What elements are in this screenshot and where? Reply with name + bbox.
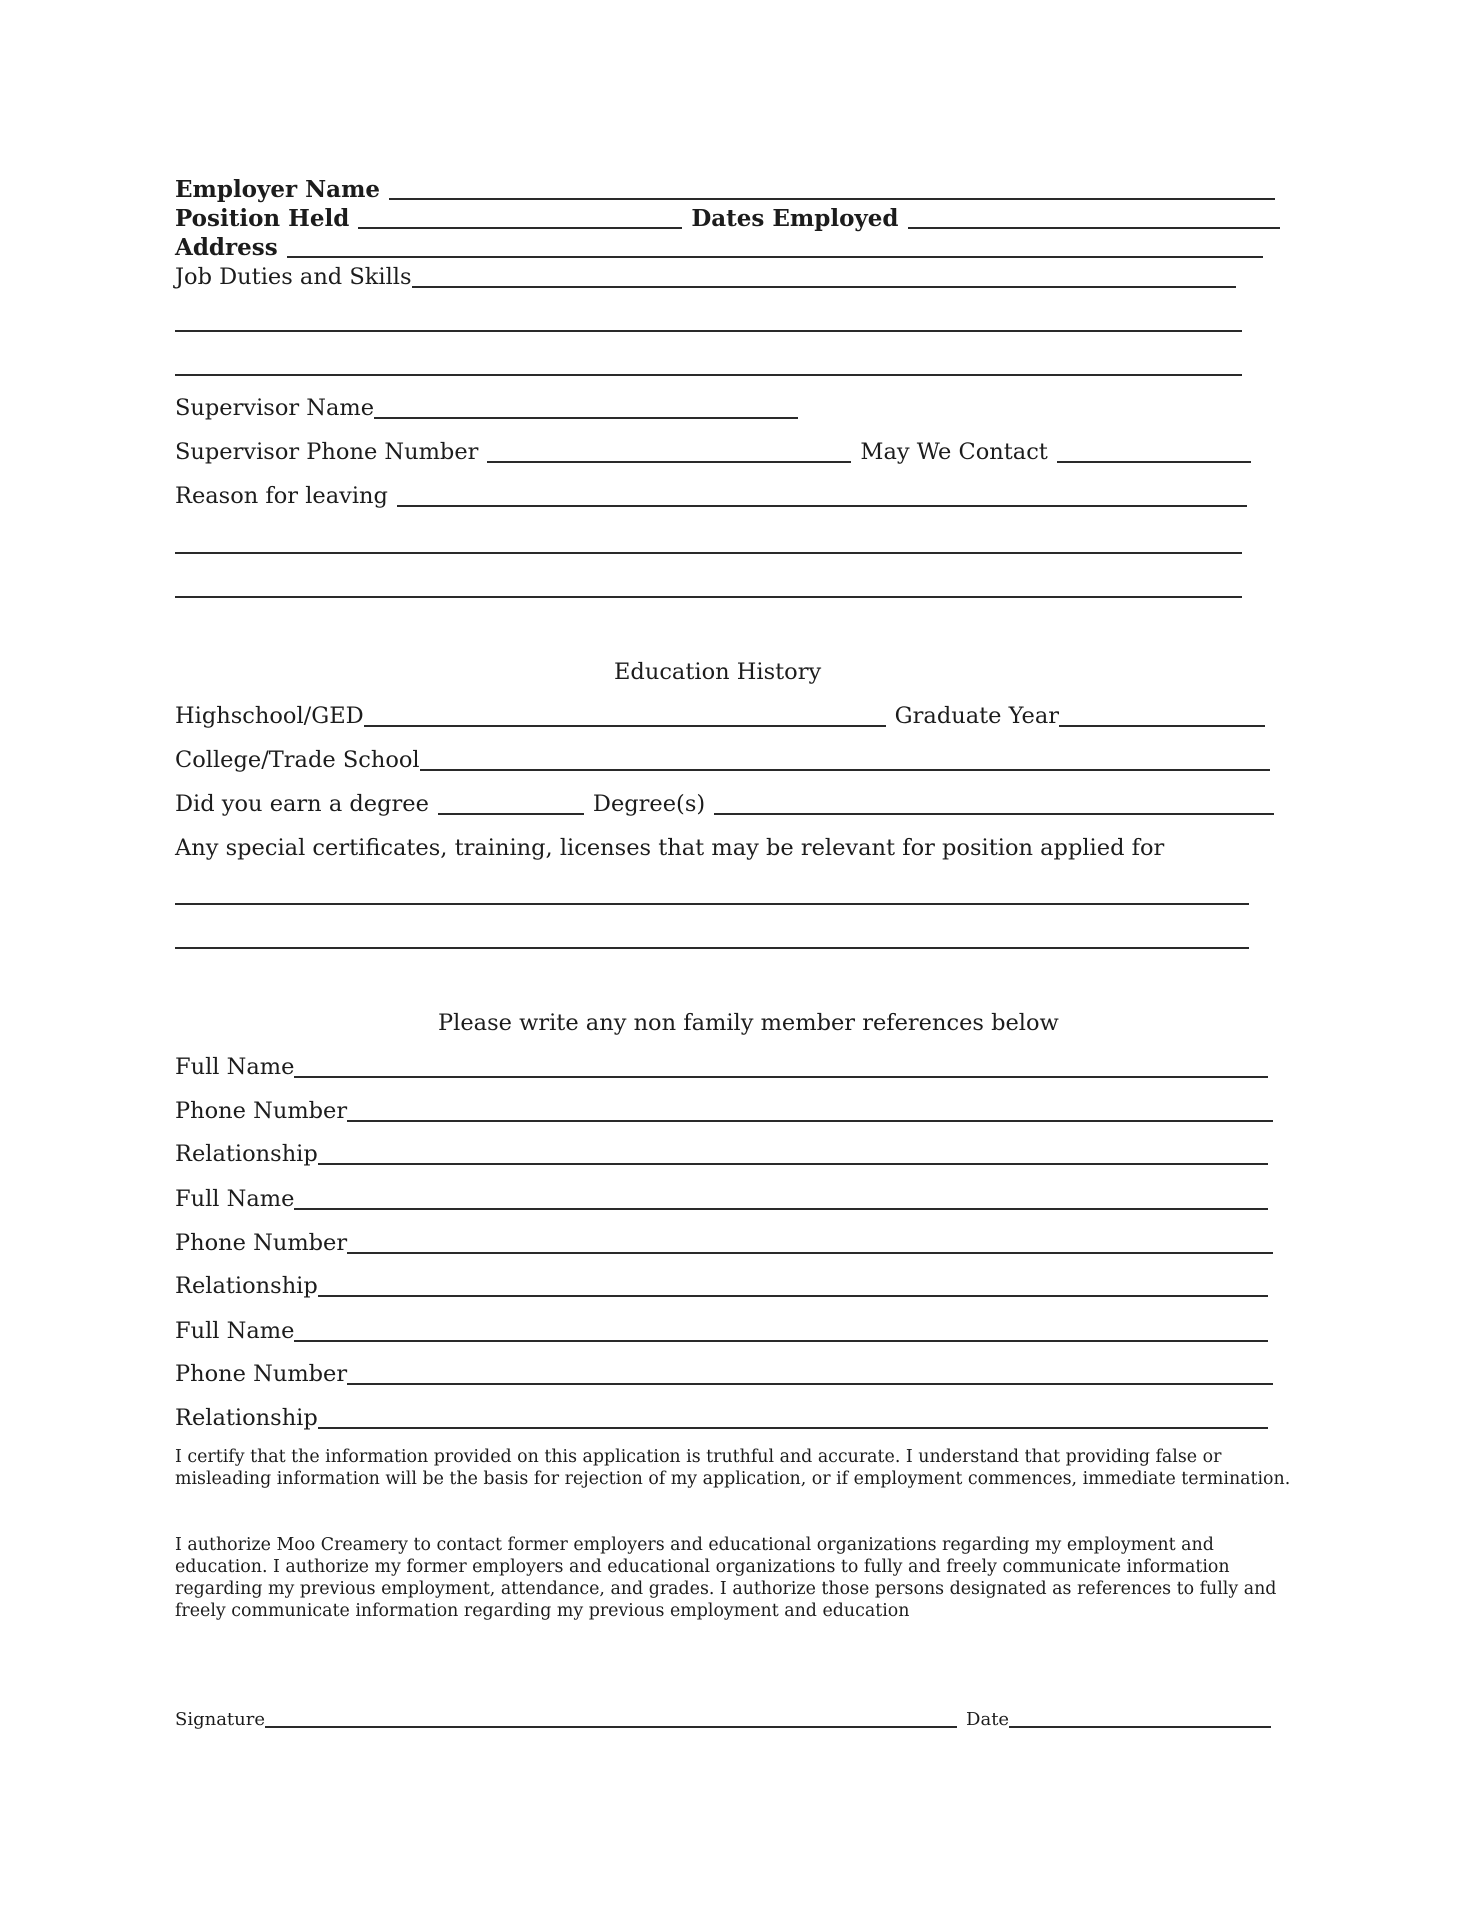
certificates-line-2[interactable] (175, 947, 1249, 949)
highschool-label: Highschool/GED (175, 703, 364, 729)
job-duties-line-2[interactable] (175, 330, 1242, 332)
reference-2-name-row (175, 1188, 1268, 1211)
reference-3-relationship-row (175, 1407, 1268, 1430)
signature-row (175, 1711, 1271, 1729)
employer-name-row (175, 178, 1275, 201)
dates-employed-label: Dates Employed (691, 205, 899, 232)
reference-3-name-field[interactable] (294, 1339, 1268, 1342)
reference-2-relationship-row (175, 1275, 1268, 1298)
reference-phone-label: Phone Number (175, 1098, 348, 1124)
reference-3-phone-row (175, 1363, 1273, 1386)
supervisor-name-field[interactable] (374, 416, 798, 419)
reference-2-phone-field[interactable] (347, 1251, 1273, 1254)
job-duties-label: Job Duties and Skills (175, 264, 412, 290)
signature-field[interactable] (265, 1725, 957, 1728)
reason-leaving-label: Reason for leaving (175, 483, 388, 509)
reference-relationship-label: Relationship (175, 1141, 318, 1167)
reason-leaving-line-3[interactable] (175, 596, 1242, 598)
date-field[interactable] (1009, 1725, 1271, 1728)
reason-leaving-line-2[interactable] (175, 552, 1242, 554)
reference-relationship-label: Relationship (175, 1405, 318, 1431)
supervisor-name-label: Supervisor Name (175, 395, 375, 421)
earn-degree-label: Did you earn a degree (175, 791, 429, 817)
job-duties-field[interactable] (412, 285, 1236, 288)
education-heading: Education History (614, 659, 822, 685)
employer-name-label: Employer Name (175, 176, 381, 203)
college-field[interactable] (420, 768, 1270, 771)
reference-name-label: Full Name (175, 1054, 295, 1080)
reason-leaving-field[interactable] (397, 504, 1247, 507)
references-heading: Please write any non family member references below (438, 1010, 1059, 1036)
reference-2-phone-row (175, 1232, 1273, 1255)
supervisor-phone-field[interactable] (487, 460, 851, 463)
reference-2-relationship-field[interactable] (318, 1294, 1268, 1297)
reference-3-relationship-field[interactable] (318, 1426, 1268, 1429)
supervisor-phone-row (175, 441, 1251, 464)
degrees-field[interactable] (714, 812, 1274, 815)
reference-1-relationship-row (175, 1143, 1268, 1166)
address-row (175, 236, 1263, 259)
may-we-contact-field[interactable] (1057, 460, 1251, 463)
certificates-row (175, 837, 1164, 860)
signature-label: Signature (175, 1709, 266, 1730)
earn-degree-field[interactable] (438, 812, 584, 815)
job-duties-line-3[interactable] (175, 374, 1242, 376)
position-held-field[interactable] (358, 226, 682, 229)
position-dates-row (175, 207, 1280, 230)
reference-1-name-row (175, 1056, 1268, 1079)
reference-3-name-row (175, 1320, 1268, 1343)
reference-phone-label: Phone Number (175, 1230, 348, 1256)
address-field[interactable] (287, 255, 1263, 258)
certificates-line-1[interactable] (175, 903, 1249, 905)
college-row (175, 749, 1270, 772)
address-label: Address (175, 234, 278, 261)
reference-3-phone-field[interactable] (347, 1382, 1273, 1385)
certificates-label: Any special certificates, training, licenses that may be relevant for position applied for (175, 835, 1165, 861)
graduate-year-label: Graduate Year (894, 703, 1060, 729)
position-held-label: Position Held (175, 205, 350, 232)
graduate-year-field[interactable] (1059, 724, 1265, 727)
degree-row (175, 793, 1274, 816)
reference-relationship-label: Relationship (175, 1273, 318, 1299)
employer-name-field[interactable] (389, 197, 1275, 200)
reference-1-phone-field[interactable] (347, 1119, 1273, 1122)
highschool-field[interactable] (364, 724, 886, 727)
highschool-row (175, 705, 1265, 728)
may-we-contact-label: May We Contact (860, 439, 1048, 465)
reference-2-name-field[interactable] (294, 1207, 1268, 1210)
authorization-statement: I authorize Moo Creamery to contact former employers and educational organizations regarding my employment and education. I authorize my former employers and educational organizations to fully and freely communicate information regarding my previous employment, attendance, and grades. I authorize those persons designated as references to fully and freely communicate information regarding my previous employment and education (175, 1535, 1277, 1621)
supervisor-phone-label: Supervisor Phone Number (175, 439, 479, 465)
reference-1-phone-row (175, 1100, 1273, 1123)
reference-1-name-field[interactable] (294, 1075, 1268, 1078)
degrees-label: Degree(s) (592, 791, 706, 817)
job-duties-row (175, 266, 1236, 289)
reason-leaving-row (175, 485, 1247, 508)
certification-statement: I certify that the information provided on this application is truthful and accurate. I understand that providing false or misleading information will be the basis for rejection of my application, or if employment commences, immediate termination. (175, 1447, 1291, 1489)
reference-name-label: Full Name (175, 1186, 295, 1212)
dates-employed-field[interactable] (908, 226, 1280, 229)
reference-name-label: Full Name (175, 1318, 295, 1344)
reference-1-relationship-field[interactable] (318, 1162, 1268, 1165)
supervisor-name-row (175, 397, 798, 420)
date-label: Date (966, 1709, 1010, 1730)
college-label: College/Trade School (175, 747, 420, 773)
reference-phone-label: Phone Number (175, 1361, 348, 1387)
